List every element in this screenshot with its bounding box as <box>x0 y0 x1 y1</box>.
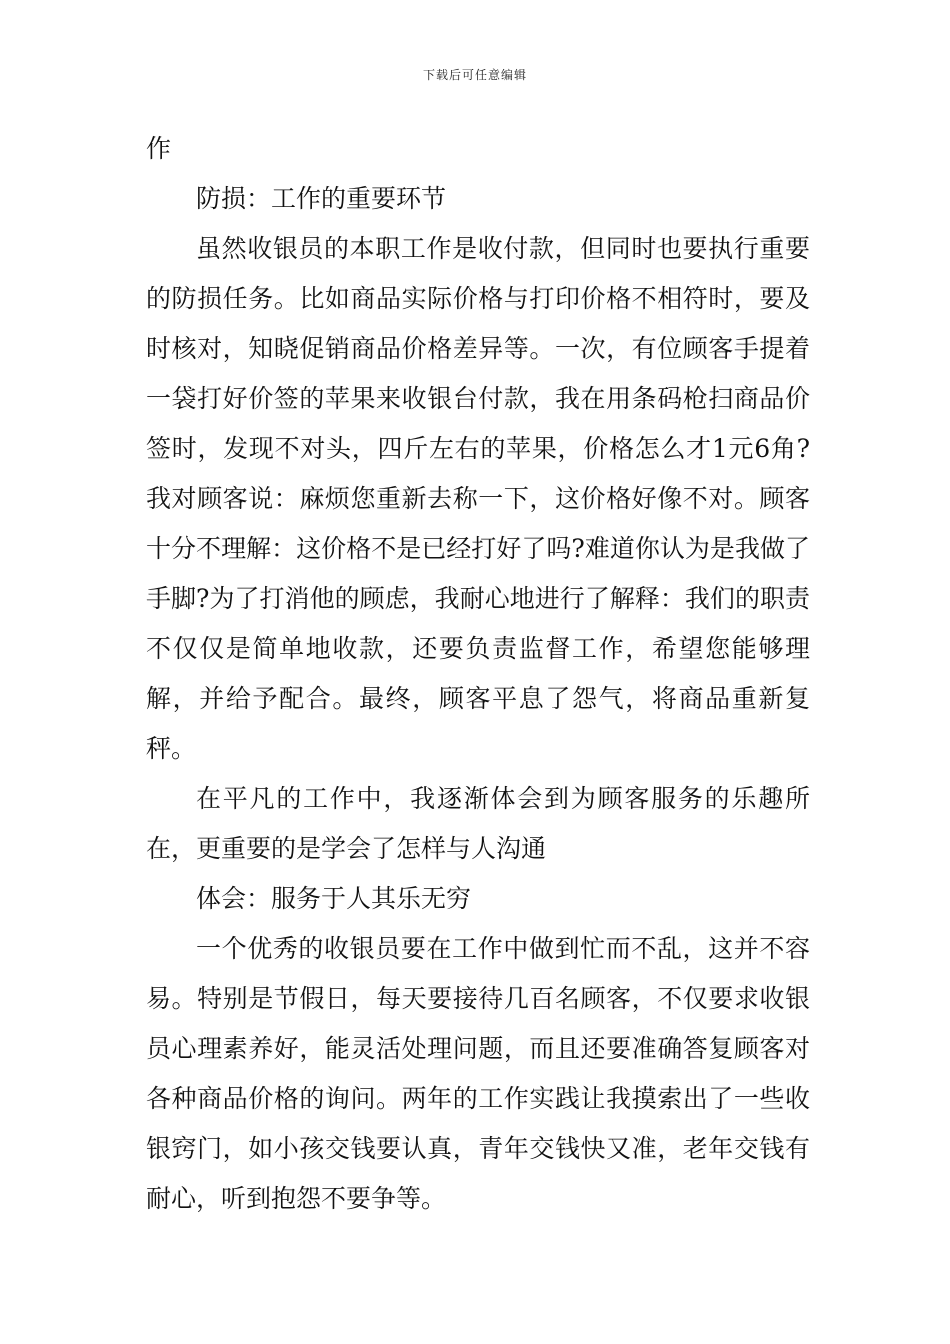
paragraph-loss-prevention: 虽然收银员的本职工作是收付款，但同时也要执行重要的防损任务。比如商品实际价格与打印价格不相符时，要及时核对，知晓促销商品价格差异等。一次，有位顾客手提着一袋打好价签的苹果来收银台付款，我在用条码枪扫商品价签时，发现不对头，四斤左右的苹果，价格怎么才1元6角?我对顾客说：麻烦您重新去称一下，这价格好像不对。顾客十分不理解：这价格不是已经打好了吗?难道你认为是我做了手脚?为了打消他的顾虑，我耐心地进行了解释：我们的职责不仅仅是简单地收款，还要负责监督工作，希望您能够理解，并给予配合。最终，顾客平息了怨气，将商品重新复秤。 <box>146 234 810 763</box>
paragraph-experience: 一个优秀的收银员要在工作中做到忙而不乱，这并不容易。特别是节假日，每天要接待几百名顾客，不仅要求收银员心理素养好，能灵活处理问题，而且还要准确答复顾客对各种商品价格的询问。两年的工作实践让我摸索出了一些收银窍门，如小孩交钱要认真，青年交钱快又准，老年交钱有耐心，听到抱怨不要争等。 <box>146 934 810 1213</box>
paragraph-communication: 在平凡的工作中，我逐渐体会到为顾客服务的乐趣所在，更重要的是学会了怎样与人沟通 <box>146 784 810 863</box>
document-body <box>146 124 810 1224</box>
section-heading-loss-prevention: 防损：工作的重要环节 <box>196 184 447 213</box>
section-heading-experience: 体会：服务于人其乐无穷 <box>196 884 472 913</box>
page-header: 下载后可任意编辑 <box>422 68 527 82</box>
paragraph-continuation: 作 <box>146 134 172 163</box>
